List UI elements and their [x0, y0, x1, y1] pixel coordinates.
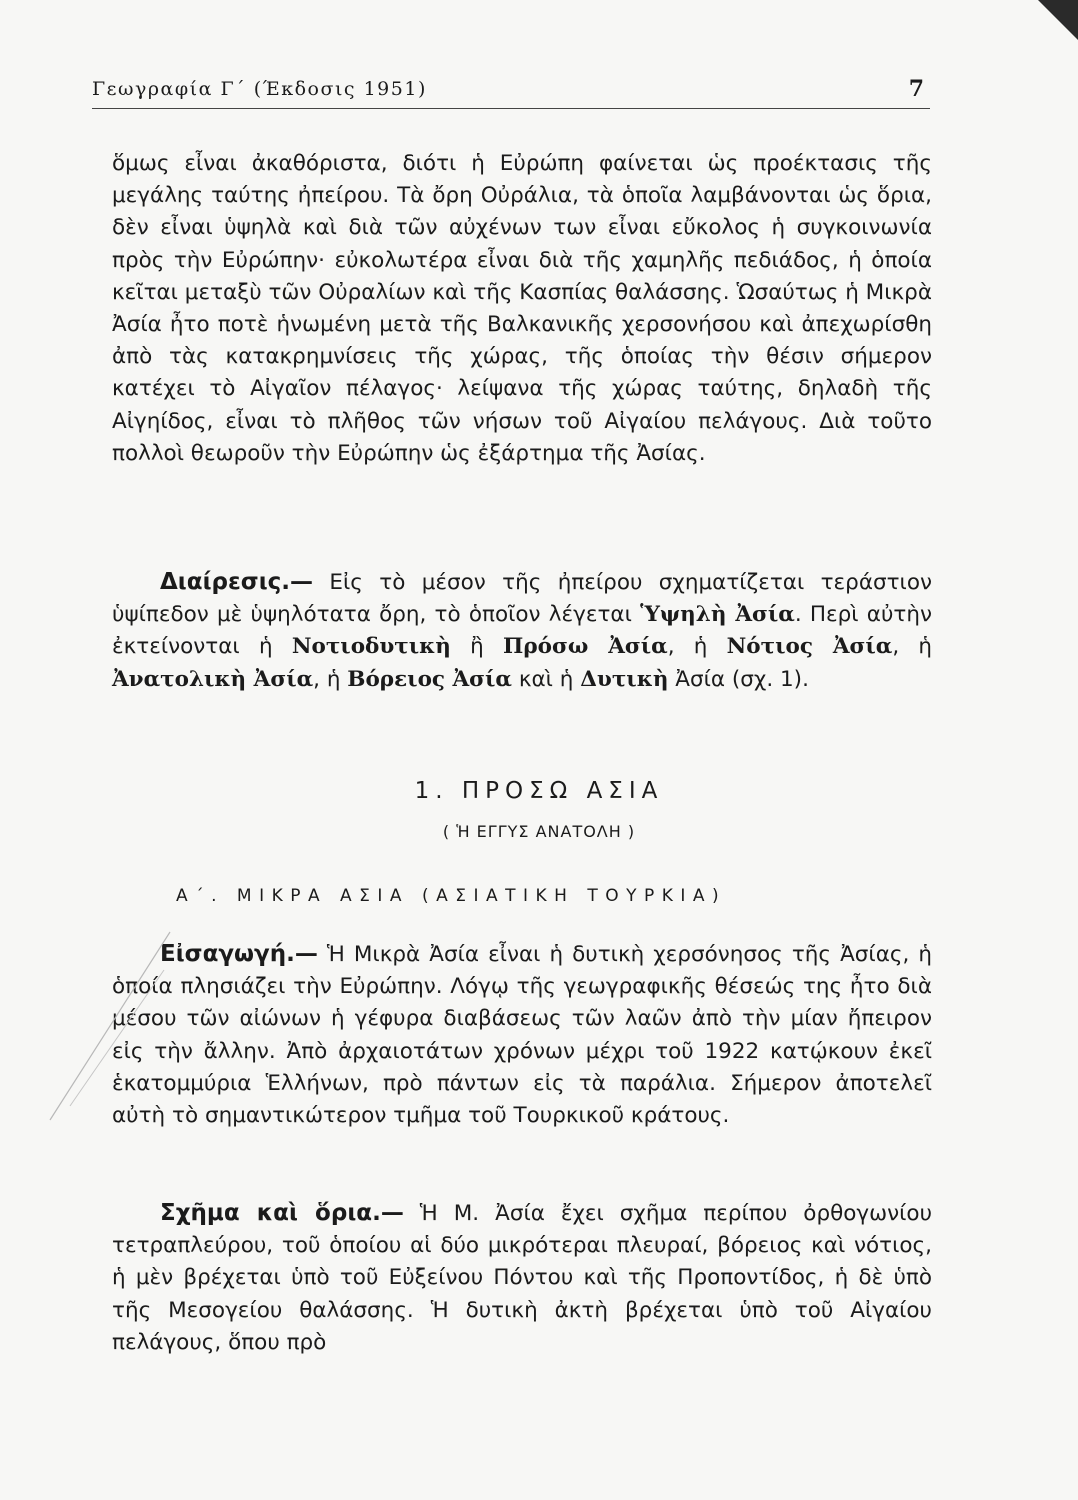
pencil-stroke-marks [40, 930, 180, 1130]
running-header [92, 76, 930, 109]
text-run: Εἰς τὸ μέσον τῆς ἠπείρου σχηματίζεται τεράστιον ὑψίπεδον μὲ ὑψηλότατα ὄρη, τὸ ὁποῖον λέγεται [112, 570, 932, 628]
bold-term: Νότιος Ἀσία [726, 634, 893, 660]
paragraph-text: Ἡ Μ. Ἀσία ἔχει σχῆμα περίπου ὀρθογωνίου τετραπλεύρου, τοῦ ὁποίου αἱ δύο μικρότεραι πλευραί, βόρειος καὶ νότιος, ἡ μὲν βρέχεται ὑπὸ τοῦ Εὐξείνου Πόντου καὶ τῆς Προποντίδος, ἡ δὲ ὑπὸ τῆς Μεσογείου θαλάσσης. Ἡ δυτικὴ ἀκτὴ βρέχεται ὑπὸ τοῦ Αἰγαίου πελάγους, ὅπου πρὸ [112, 1201, 933, 1355]
text-run: Ἀσία (σχ. 1). [668, 666, 809, 692]
paragraph-continuation [112, 148, 932, 470]
bold-term: Ἀνατολικὴ Ἀσία [112, 666, 314, 692]
text-run: , ἡ [892, 634, 933, 660]
bold-term: Ὑψηλὴ Ἀσία [640, 602, 795, 628]
section-title: 1. ΠΡΟΣΩ ΑΣΙΑ [414, 778, 664, 804]
paragraph-text: ὅμως εἶναι ἀκαθόριστα, διότι ἡ Εὐρώπη φαίνεται ὡς προέκτασις τῆς μεγάλης ταύτης ἠπείρου. Τὰ ὄρη Οὐράλια, τὰ ὁποῖα λαμβάνονται ὡς ὅρια, δὲν εἶναι ὑψηλὰ καὶ διὰ τῶν αὐχένων των εἶναι εὔκολος ἡ συγκοινωνία πρὸς τὴν Εὐρώπην· εὐκολωτέρα εἶναι διὰ τῆς χαμηλῆς πεδιάδος, ἡ ὁποία κεῖται μεταξὺ τῶν Οὐραλίων καὶ τῆς Κασπίας θαλάσσης. Ὡσαύτως ἡ Μικρὰ Ἀσία ἦτο ποτὲ ἡνωμένη μετὰ τῆς Βαλκανικῆς χερσονήσου καὶ ἀπεχωρίσθη ἀπὸ τὰς κατακρημνίσεις τῆς χώρας, τῆς ὁποίας τὴν θέσιν σήμερον κατέχει τὸ Αἰγαῖον πέλαγος· λείψανα τῆς χώρας ταύτης, δηλαδὴ τῆς Αἰγηίδος, εἶναι τὸ πλῆθος τῶν νήσων τοῦ Αἰγαίου πελάγους. Διὰ τοῦτο πολλοὶ θεωροῦν τὴν Εὐρώπην ὡς ἐξάρτημα τῆς Ἀσίας. [112, 151, 932, 466]
paragraph-eisagogi [112, 938, 932, 1132]
bold-term: Νοτιοδυτικὴ [291, 634, 451, 660]
page-corner-shadow [1038, 0, 1078, 40]
running-title: Γεωγραφία Γ΄ (Έκδοσις 1951) [92, 78, 427, 100]
bold-term: Βόρειος Ἀσία [347, 666, 512, 692]
bold-term: Πρόσω Ἀσία [503, 634, 668, 660]
paragraph-schima [112, 1197, 932, 1359]
subsection-title: Α΄. ΜΙΚΡΑ ΑΣΙΑ (ΑΣΙΑΤΙΚΗ ΤΟΥΡΚΙΑ) [176, 886, 727, 906]
paragraph-lead-heading: Σχῆμα καὶ ὅρια.— [160, 1200, 404, 1226]
paragraph-diairesis [112, 566, 932, 696]
page-number: 7 [908, 76, 924, 102]
paragraph-lead-heading: Διαίρεσις.— [160, 569, 314, 595]
bold-term: Δυτικὴ [580, 666, 669, 692]
text-run: , ἡ [667, 634, 727, 660]
text-run: ἢ [450, 634, 504, 660]
paragraph-lead-heading: Εἰσαγωγή.— [160, 941, 318, 967]
text-run: . Περὶ αὐτὴν ἐκτείνονται ἡ [112, 602, 932, 660]
text-run: , ἡ [313, 666, 348, 692]
text-run: καὶ ἡ [511, 666, 581, 692]
section-subtitle: ( Ἡ ΕΓΓΥΣ ΑΝΑΤΟΛΗ ) [442, 822, 636, 841]
paragraph-text: Ἡ Μικρὰ Ἀσία εἶναι ἡ δυτικὴ χερσόνησος τῆς Ἀσίας, ἡ ὁποία πλησιάζει τὴν Εὐρώπην. Λόγῳ τῆς γεωγραφικῆς θέσεώς της ἦτο διὰ μέσου τῶν αἰώνων ἡ γέφυρα διαβάσεως τῶν λαῶν ἀπὸ τὴν μίαν ἤπειρον εἰς τὴν ἄλλην. Ἀπὸ ἀρχαιοτάτων χρόνων μέχρι τοῦ 1922 κατῴκουν ἐκεῖ ἑκατομμύρια Ἑλλήνων, πρὸ πάντων εἰς τὰ παράλια. Σήμερον ἀποτελεῖ αὐτὴ τὸ σημαντικώτερον τμῆμα τοῦ Τουρκικοῦ κράτους. [112, 942, 932, 1129]
